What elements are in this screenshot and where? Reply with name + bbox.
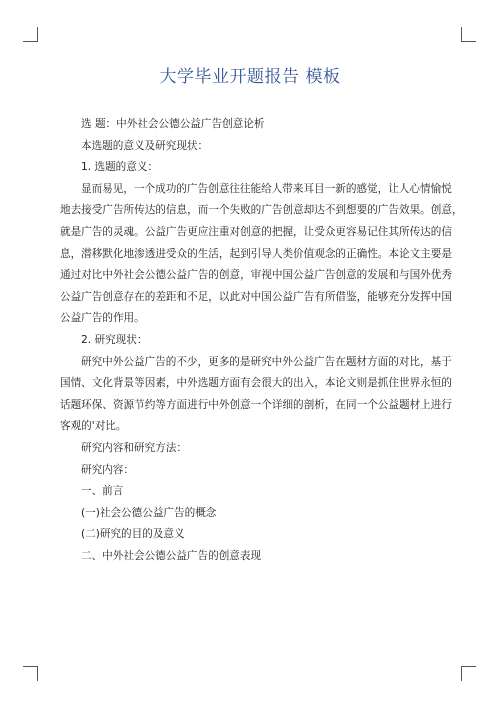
paragraph-line: 显而易见，一个成功的广告创意往往能给人带来耳目一新的感觉，让人心情愉悦 — [81, 182, 452, 195]
document-title: 大学毕业开题报告 模板 — [159, 67, 341, 87]
section1-paragraph — [60, 179, 463, 330]
methods-heading: 研究内容和研究方法： — [81, 441, 187, 454]
paragraph-line: 话题环保、资源节约等方面进行中外创意一个详细的剖析，在同一个公益题材上进行 — [60, 398, 452, 411]
paragraph-line: 息，潜移默化地渗透进受众的生活，起到引导人类价值观念的正确性。本论文主要是 — [60, 247, 452, 260]
paragraph-line: 公益广告创意存在的差距和不足，以此对中国公益广告有所借鉴，能够充分发挥中国 — [60, 290, 452, 303]
outline-item: 二、中外社会公德公益广告的创意表现 — [81, 549, 262, 562]
significance-heading: 本选题的意义及研究现状： — [81, 139, 209, 152]
paragraph-line: 研究中外公益广告的不少，更多的是研究中外公益广告在题材方面的对比，基于 — [81, 355, 452, 368]
crop-mark-bottom-right — [461, 666, 476, 681]
paragraph-line: 地去接受广告所传达的信息，而一个失败的广告创意却达不到想要的广告效果。创意， — [60, 204, 463, 217]
outline-item: 一、前言 — [81, 485, 124, 498]
crop-mark-top-right — [461, 27, 476, 42]
crop-mark-bottom-left — [23, 666, 38, 681]
document-body — [60, 114, 463, 567]
paragraph-line: 通过对比中外社会公德公益广告的创意，审视中国公益广告创意的发展和与国外优秀 — [60, 269, 452, 282]
content-heading: 研究内容： — [81, 463, 134, 476]
section2-paragraph — [60, 352, 452, 438]
section2-heading: 2. 研究现状： — [81, 333, 148, 346]
section1-heading: 1. 选题的意义： — [81, 161, 159, 174]
paragraph-line: 就是广告的灵魂。公益广告更应注重对创意的把握，让受众更容易记住其所传达的信 — [60, 225, 452, 238]
paragraph-line: 客观的'对比。 — [60, 420, 127, 433]
crop-mark-top-left — [23, 27, 38, 42]
outline-item: (一)社会公德公益广告的概念 — [81, 506, 217, 519]
paragraph-line: 公益广告的作用。 — [60, 312, 145, 325]
subject-line: 选 题：中外社会公德公益广告创意论析 — [81, 118, 265, 130]
outline-item: (二)研究的目的及意义 — [81, 528, 185, 541]
paragraph-line: 国情、文化背景等因素，中外选题方面有会很大的出入，本论文则是抓住世界永恒的 — [60, 377, 452, 390]
